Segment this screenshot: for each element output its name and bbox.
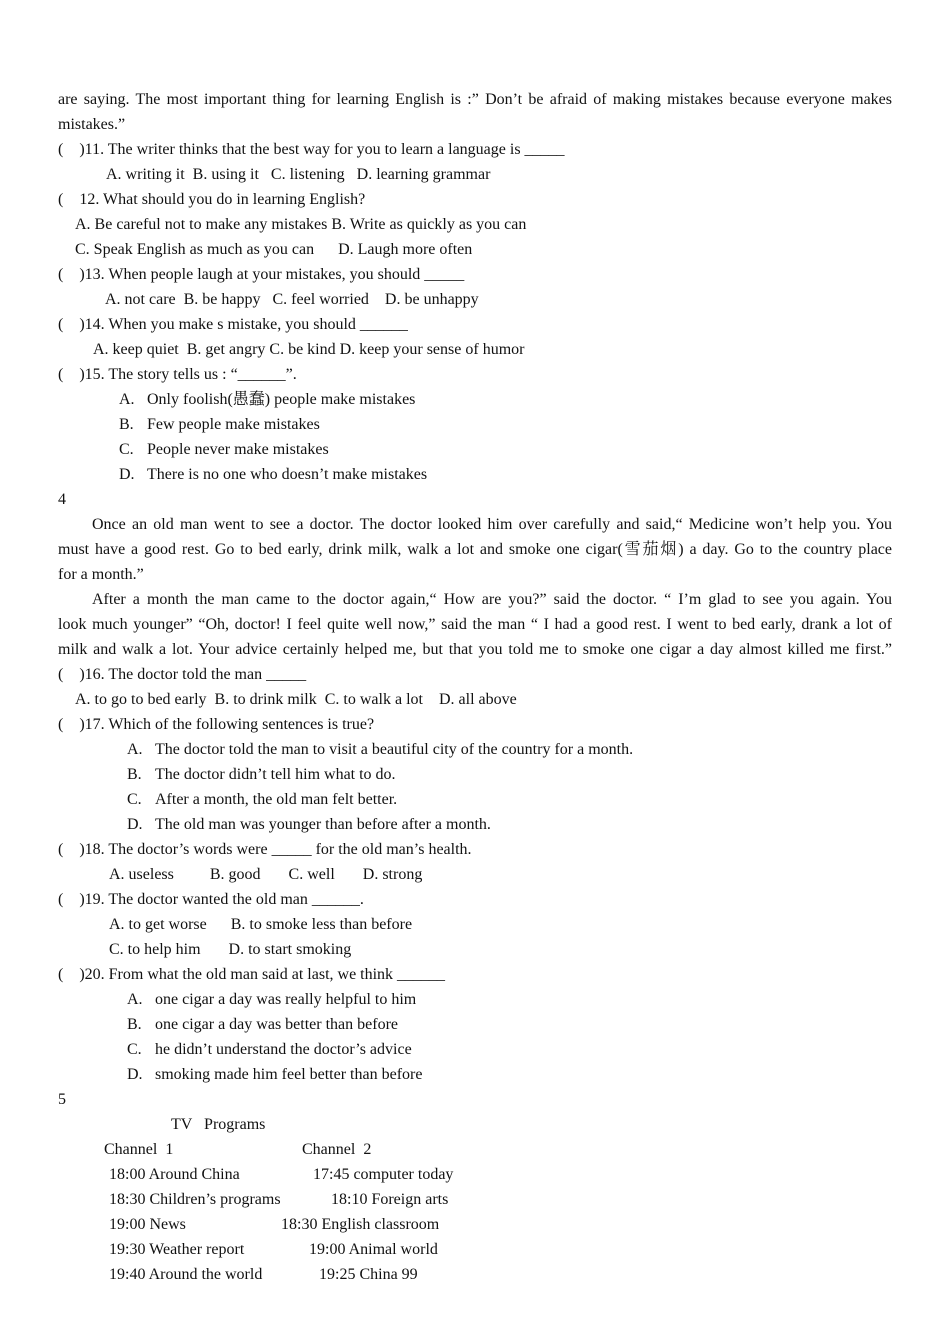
channel-2-program: 19:25 China 99 [319, 1266, 418, 1283]
passage-text-line: milk and walk a lot. Your advice certainly helped me, but that you told me to smoke one cigar a day almost killed me first.” [58, 641, 892, 658]
passage-number: 4 [58, 491, 66, 508]
option-letter: A. [127, 991, 143, 1008]
channel-2-program: 19:00 Animal world [309, 1241, 438, 1258]
tv-table-header [58, 1137, 892, 1162]
option-row [58, 1037, 892, 1062]
option-row [58, 737, 892, 762]
question-16-options: A. to go to bed early B. to drink milk C. to walk a lot D. all above [75, 691, 517, 708]
option-letter: D. [119, 466, 135, 483]
passage-text-line: After a month the man came to the doctor again,“ How are you?” said the doctor. “ I’m glad to see you again. You [92, 591, 892, 608]
channel-1-program: 18:00 Around China [109, 1166, 240, 1183]
question-19-options: C. to help him D. to start smoking [109, 941, 352, 958]
tv-table-row [58, 1162, 892, 1187]
question-14: ( )14. When you make s mistake, you should ______ [58, 316, 408, 333]
option-text: The old man was younger than before after a month. [155, 816, 491, 833]
option-letter: D. [127, 816, 143, 833]
option-row [58, 387, 892, 412]
question-18-options: A. useless B. good C. well D. strong [109, 866, 423, 883]
option-text: smoking made him feel better than before [155, 1066, 423, 1083]
tv-programs-title: TV Programs [171, 1116, 266, 1133]
passage-text-line: for a month.” [58, 566, 144, 583]
channel-1-header: Channel 1 [104, 1141, 174, 1158]
question-13-options: A. not care B. be happy C. feel worried D. be unhappy [105, 291, 479, 308]
tv-table-row [58, 1237, 892, 1262]
option-letter: B. [127, 1016, 142, 1033]
option-row [58, 437, 892, 462]
question-11: ( )11. The writer thinks that the best way for you to learn a language is _____ [58, 141, 565, 158]
channel-2-header: Channel 2 [302, 1141, 372, 1158]
question-11-options: A. writing it B. using it C. listening D. learning grammar [106, 166, 491, 183]
question-15: ( )15. The story tells us : “______”. [58, 366, 297, 383]
question-12-options: A. Be careful not to make any mistakes B. Write as quickly as you can [75, 216, 527, 233]
option-row [58, 987, 892, 1012]
option-text: Only foolish(愚蠢) people make mistakes [147, 391, 416, 408]
tv-table-row [58, 1262, 892, 1287]
option-text: People never make mistakes [147, 441, 329, 458]
option-row [58, 1062, 892, 1087]
channel-2-program: 17:45 computer today [313, 1166, 454, 1183]
worksheet-page [58, 87, 892, 1287]
tv-table-row [58, 1187, 892, 1212]
option-letter: B. [119, 416, 134, 433]
option-row [58, 462, 892, 487]
passage-number: 5 [58, 1091, 66, 1108]
question-13: ( )13. When people laugh at your mistakes, you should _____ [58, 266, 465, 283]
option-letter: D. [127, 1066, 143, 1083]
question-20: ( )20. From what the old man said at last, we think ______ [58, 966, 446, 983]
question-19: ( )19. The doctor wanted the old man ______. [58, 891, 364, 908]
channel-1-program: 19:40 Around the world [109, 1266, 263, 1283]
question-18: ( )18. The doctor’s words were _____ for the old man’s health. [58, 841, 472, 858]
option-letter: A. [127, 741, 143, 758]
option-row [58, 1012, 892, 1037]
passage-text-line: Once an old man went to see a doctor. The doctor looked him over carefully and said,“ Medicine won’t help you. You [92, 516, 892, 533]
tv-table-row [58, 1212, 892, 1237]
option-letter: C. [127, 791, 142, 808]
passage-text-line: are saying. The most important thing for learning English is :” Don’t be afraid of making mistakes because everyone makes [58, 91, 892, 108]
option-text: one cigar a day was really helpful to him [155, 991, 417, 1008]
option-text: Few people make mistakes [147, 416, 320, 433]
option-letter: C. [127, 1041, 142, 1058]
question-16: ( )16. The doctor told the man _____ [58, 666, 307, 683]
option-text: There is no one who doesn’t make mistakes [147, 466, 428, 483]
option-letter: A. [119, 391, 135, 408]
passage-text-line: must have a good rest. Go to bed early, drink milk, walk a lot and smoke one cigar(雪茄烟) a day. Go to the country place [58, 541, 892, 558]
option-text: The doctor didn’t tell him what to do. [155, 766, 396, 783]
question-12: ( 12. What should you do in learning English? [58, 191, 366, 208]
option-text: he didn’t understand the doctor’s advice [155, 1041, 412, 1058]
question-19-options: A. to get worse B. to smoke less than before [109, 916, 413, 933]
option-text: After a month, the old man felt better. [155, 791, 398, 808]
channel-2-program: 18:30 English classroom [281, 1216, 440, 1233]
option-row [58, 812, 892, 837]
question-12-options: C. Speak English as much as you can D. Laugh more often [75, 241, 473, 258]
option-row [58, 787, 892, 812]
channel-1-program: 19:00 News [109, 1216, 186, 1233]
option-text: The doctor told the man to visit a beautiful city of the country for a month. [155, 741, 634, 758]
channel-2-program: 18:10 Foreign arts [331, 1191, 449, 1208]
question-14-options: A. keep quiet B. get angry C. be kind D. keep your sense of humor [93, 341, 525, 358]
option-row [58, 762, 892, 787]
option-letter: C. [119, 441, 134, 458]
option-row [58, 412, 892, 437]
question-17: ( )17. Which of the following sentences is true? [58, 716, 375, 733]
passage-text-line: look much younger” “Oh, doctor! I feel quite well now,” said the man “ I had a good rest. I went to bed early, drank a lot of [58, 616, 892, 633]
channel-1-program: 18:30 Children’s programs [109, 1191, 281, 1208]
option-text: one cigar a day was better than before [155, 1016, 398, 1033]
passage-text-line: mistakes.” [58, 116, 126, 133]
channel-1-program: 19:30 Weather report [109, 1241, 245, 1258]
option-letter: B. [127, 766, 142, 783]
